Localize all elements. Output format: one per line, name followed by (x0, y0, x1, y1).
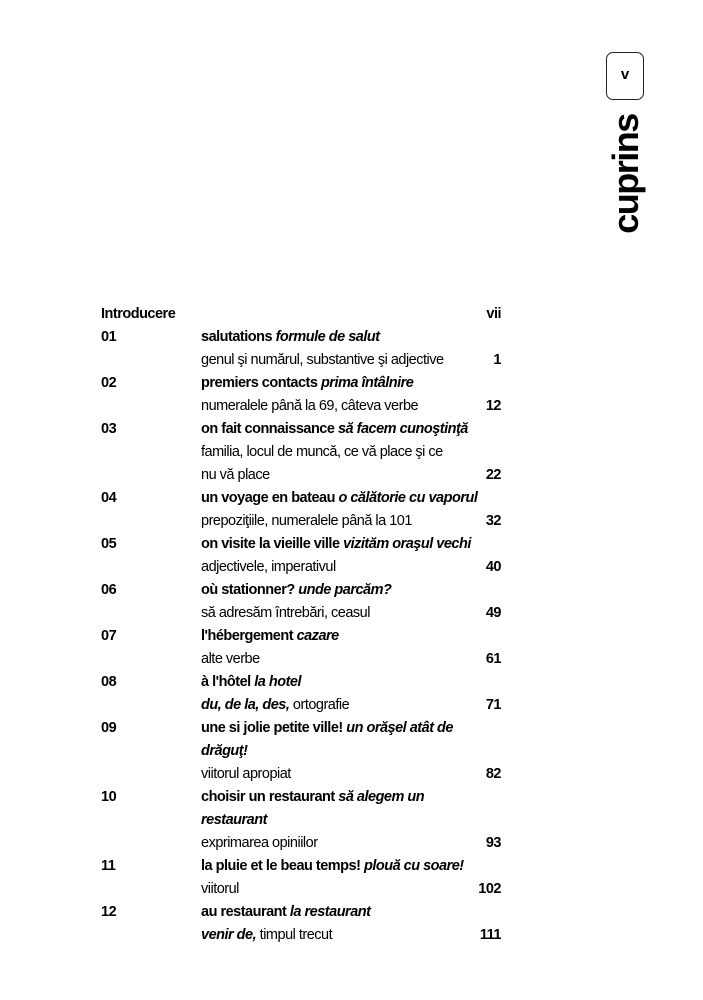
chapter-title-ro: să facem cunoştinţă (337, 421, 468, 437)
chapter-text (201, 510, 461, 533)
section-heading-text: cuprins (605, 114, 646, 234)
chapter-topic: să adresăm întrebări, ceasul (201, 605, 370, 621)
toc-line[interactable] (101, 740, 501, 763)
toc-line[interactable] (101, 372, 501, 395)
section-heading (605, 104, 646, 244)
chapter-text (201, 648, 461, 671)
chapter-page: 22 (485, 467, 501, 483)
chapter-topic: timpul trecut (259, 927, 333, 943)
chapter-number: 08 (101, 674, 117, 690)
toc-line[interactable] (101, 464, 501, 487)
chapter-title-ro: prima întâlnire (320, 375, 414, 391)
chapter-text (201, 349, 461, 372)
chapter-title-fr: choisir un restaurant (201, 789, 335, 805)
chapter-page: 49 (485, 605, 501, 621)
toc-line[interactable] (101, 349, 501, 372)
chapter-page: 82 (485, 766, 501, 782)
toc-line[interactable] (101, 510, 501, 533)
chapter-text (201, 924, 461, 947)
chapter-page: 93 (485, 835, 501, 851)
chapter-text (201, 487, 477, 510)
chapter-title-ro: o călătorie cu vaporul (338, 490, 478, 506)
toc-line[interactable] (101, 441, 501, 464)
chapter-text (201, 740, 461, 763)
chapter-topic: adjectivele, imperativul (201, 559, 336, 575)
chapter-topic-emphasis: venir de, (201, 927, 257, 943)
chapter-text (201, 671, 461, 694)
chapter-text (201, 464, 461, 487)
chapter-page: 40 (485, 559, 501, 575)
toc-line[interactable] (101, 556, 501, 579)
chapter-text (201, 441, 461, 464)
chapter-title-ro: unde parcăm? (298, 582, 392, 598)
chapter-title-ro: formule de salut (275, 329, 380, 345)
chapter-title-fr: on fait connaissance (201, 421, 335, 437)
chapter-page: 12 (485, 398, 501, 414)
chapter-text (201, 556, 461, 579)
chapter-title-fr: à l'hôtel (201, 674, 251, 690)
chapter-title-ro: la hotel (254, 674, 302, 690)
toc-line[interactable] (101, 924, 501, 947)
chapter-title-ro: drăguţ! (201, 743, 248, 759)
page-number-text: v (620, 66, 630, 83)
chapter-page: 1 (493, 352, 501, 368)
chapter-topic: prepoziţiile, numeralele până la 101 (201, 513, 412, 529)
chapter-text (201, 694, 461, 717)
chapter-title-fr: où stationner? (201, 582, 295, 598)
table-of-contents (101, 303, 501, 947)
intro-label: Introducere (101, 306, 176, 322)
toc-line[interactable] (101, 625, 501, 648)
chapter-title-fr: une si jolie petite ville! (201, 720, 343, 736)
chapter-text (201, 418, 468, 441)
chapter-number: 06 (101, 582, 117, 598)
chapter-topic: nu vă place (201, 467, 270, 483)
chapter-title-ro: un orăşel atât de (346, 720, 453, 736)
chapter-title-fr: salutations (201, 329, 273, 345)
chapter-title-fr: l'hébergement (201, 628, 294, 644)
chapter-text (201, 786, 461, 809)
chapter-title-ro: restaurant (201, 812, 267, 828)
chapter-text (201, 533, 471, 556)
chapter-topic: genul şi numărul, substantive şi adjective (201, 352, 444, 368)
chapter-page: 32 (485, 513, 501, 529)
chapter-text (201, 395, 461, 418)
chapter-title-fr: premiers contacts (201, 375, 318, 391)
chapter-topic: familia, locul de muncă, ce vă place şi ce (201, 444, 443, 460)
chapter-page: 111 (479, 927, 501, 943)
toc-line[interactable] (101, 855, 501, 878)
toc-line[interactable] (101, 395, 501, 418)
chapter-number: 10 (101, 789, 117, 805)
toc-line[interactable] (101, 648, 501, 671)
toc-line[interactable] (101, 901, 501, 924)
chapter-text (201, 326, 461, 349)
chapter-text (201, 625, 461, 648)
chapter-number: 04 (101, 490, 117, 506)
chapter-title-ro: vizităm oraşul vechi (343, 536, 471, 552)
toc-line[interactable] (101, 832, 501, 855)
toc-line[interactable] (101, 326, 501, 349)
chapter-page: 71 (485, 697, 501, 713)
toc-line[interactable] (101, 487, 501, 510)
chapter-title-ro: să alegem un (338, 789, 425, 805)
chapter-number: 01 (101, 329, 117, 345)
chapter-title-ro: la restaurant (289, 904, 371, 920)
chapter-topic-emphasis: du, de la, des, (201, 697, 290, 713)
toc-line[interactable] (101, 878, 501, 901)
chapter-text (201, 832, 461, 855)
toc-line[interactable] (101, 717, 501, 740)
chapter-number: 07 (101, 628, 117, 644)
chapter-topic: alte verbe (201, 651, 260, 667)
chapter-text (201, 717, 461, 740)
chapter-number: 12 (101, 904, 117, 920)
chapter-page: 102 (478, 881, 501, 897)
toc-line[interactable] (101, 533, 501, 556)
chapter-text (201, 878, 461, 901)
intro-page: vii (486, 306, 501, 322)
chapter-title-fr: au restaurant (201, 904, 287, 920)
chapter-text (201, 901, 461, 924)
chapter-text (201, 809, 461, 832)
toc-line[interactable] (101, 763, 501, 786)
toc-line[interactable] (101, 671, 501, 694)
chapter-topic: viitorul (201, 881, 239, 897)
toc-line[interactable] (101, 694, 501, 717)
chapter-text (201, 579, 461, 602)
chapter-topic: ortografie (292, 697, 350, 713)
chapter-topic: numeralele până la 69, câteva verbe (201, 398, 419, 414)
chapter-topic: viitorul apropiat (201, 766, 291, 782)
chapter-title-fr: on visite la vieille ville (201, 536, 340, 552)
chapter-topic: exprimarea opiniilor (201, 835, 318, 851)
chapter-text (201, 763, 461, 786)
chapter-number: 11 (101, 858, 116, 874)
chapter-title-ro: cazare (296, 628, 339, 644)
chapter-title-fr: la pluie et le beau temps! (201, 858, 361, 874)
chapter-title-ro: plouă cu soare! (363, 858, 464, 874)
chapter-number: 09 (101, 720, 117, 736)
toc-line[interactable] (101, 809, 501, 832)
toc-line[interactable] (101, 786, 501, 809)
chapter-number: 02 (101, 375, 117, 391)
toc-line[interactable] (101, 602, 501, 625)
chapter-text (201, 372, 461, 395)
chapter-number: 05 (101, 536, 117, 552)
chapter-text (201, 602, 461, 625)
chapter-page: 61 (485, 651, 501, 667)
toc-line[interactable] (101, 418, 501, 441)
toc-line[interactable] (101, 579, 501, 602)
toc-intro-row[interactable] (101, 303, 501, 326)
chapter-title-fr: un voyage en bateau (201, 490, 335, 506)
chapter-number: 03 (101, 421, 117, 437)
page-number (606, 52, 644, 100)
chapter-text (201, 855, 464, 878)
